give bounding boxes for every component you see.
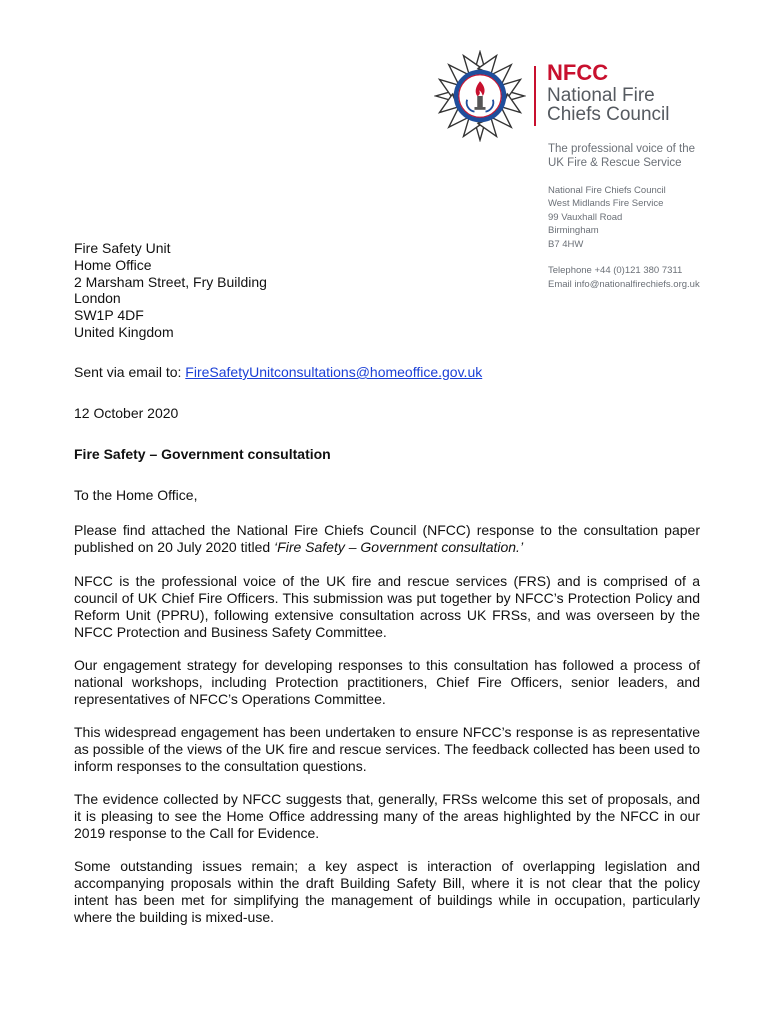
org-email: Email info@nationalfirechiefs.org.uk (548, 279, 700, 290)
letter-subject: Fire Safety – Government consultation (74, 446, 331, 462)
recipient-address-line: United Kingdom (74, 324, 174, 340)
paragraph-representative: This widespread engagement has been undertaken to ensure NFCC’s response is as representative as possible of the views of the UK fire and rescue services. The feedback collected has been used to inform responses to the consultation questions. (74, 724, 700, 774)
org-address-line: West Midlands Fire Service (548, 198, 664, 209)
org-address-line: B7 4HW (548, 239, 584, 250)
org-name-line-1: National Fire (547, 85, 655, 106)
sent-via-line (74, 364, 482, 381)
org-address-line: 99 Vauxhall Road (548, 212, 623, 223)
paragraph-evidence: The evidence collected by NFCC suggests that, generally, FRSs welcome this set of proposals, and it is pleasing to see the Home Office addressing many of the areas highlighted by the NFCC in our 2019 response to the Call for Evidence. (74, 791, 700, 841)
paragraph-intro (74, 522, 700, 556)
nfcc-crest-logo-icon (434, 50, 526, 142)
tagline-line-2: UK Fire & Rescue Service (548, 157, 682, 169)
paragraph-engagement-strategy: Our engagement strategy for developing responses to this consultation has followed a process of national workshops, including Protection practitioners, Chief Fire Officers, senior leaders, and representatives of NFCC’s Operations Committee. (74, 657, 700, 707)
org-address-line: Birmingham (548, 225, 599, 236)
salutation: To the Home Office, (74, 487, 198, 503)
recipient-address-line: Fire Safety Unit (74, 240, 171, 256)
org-short-name: NFCC (547, 60, 609, 85)
org-name-line-2: Chiefs Council (547, 104, 670, 125)
logo-divider (534, 66, 536, 126)
paragraph-outstanding-issues: Some outstanding issues remain; a key aspect is interaction of overlapping legislation and accompanying proposals within the draft Building Safety Bill, where it is not clear that the policy intent has been met for simplifying the management of buildings while in occupation, particularly where the building is mixed-use. (74, 858, 700, 925)
letter-date: 12 October 2020 (74, 405, 179, 421)
paragraph-intro-text: Please find attached the National Fire Chiefs Council (NFCC) response to the consultation paper published on 20 July 2020 titled (74, 522, 700, 555)
sent-via-label: Sent via email to: (74, 364, 186, 380)
recipient-address-line: Home Office (74, 257, 152, 273)
recipient-address-line: London (74, 290, 121, 306)
recipient-address-line: 2 Marsham Street, Fry Building (74, 274, 267, 290)
recipient-email-link[interactable]: FireSafetyUnitconsultations@homeoffice.gov.uk (185, 364, 483, 380)
recipient-address-line: SW1P 4DF (74, 307, 144, 323)
paragraph-about-nfcc: NFCC is the professional voice of the UK fire and rescue services (FRS) and is comprised of a council of UK Chief Fire Officers. This submission was put together by NFCC’s Protection Policy and Reform Unit (PPRU), following extensive consultation across UK FRSs, and was overseen by the NFCC Protection and Business Safety Committee. (74, 573, 700, 640)
org-address-line: National Fire Chiefs Council (548, 185, 666, 196)
org-telephone: Telephone +44 (0)121 380 7311 (548, 265, 683, 276)
tagline-line-1: The professional voice of the (548, 143, 696, 155)
consultation-title: ‘Fire Safety – Government consultation.’ (274, 539, 524, 555)
